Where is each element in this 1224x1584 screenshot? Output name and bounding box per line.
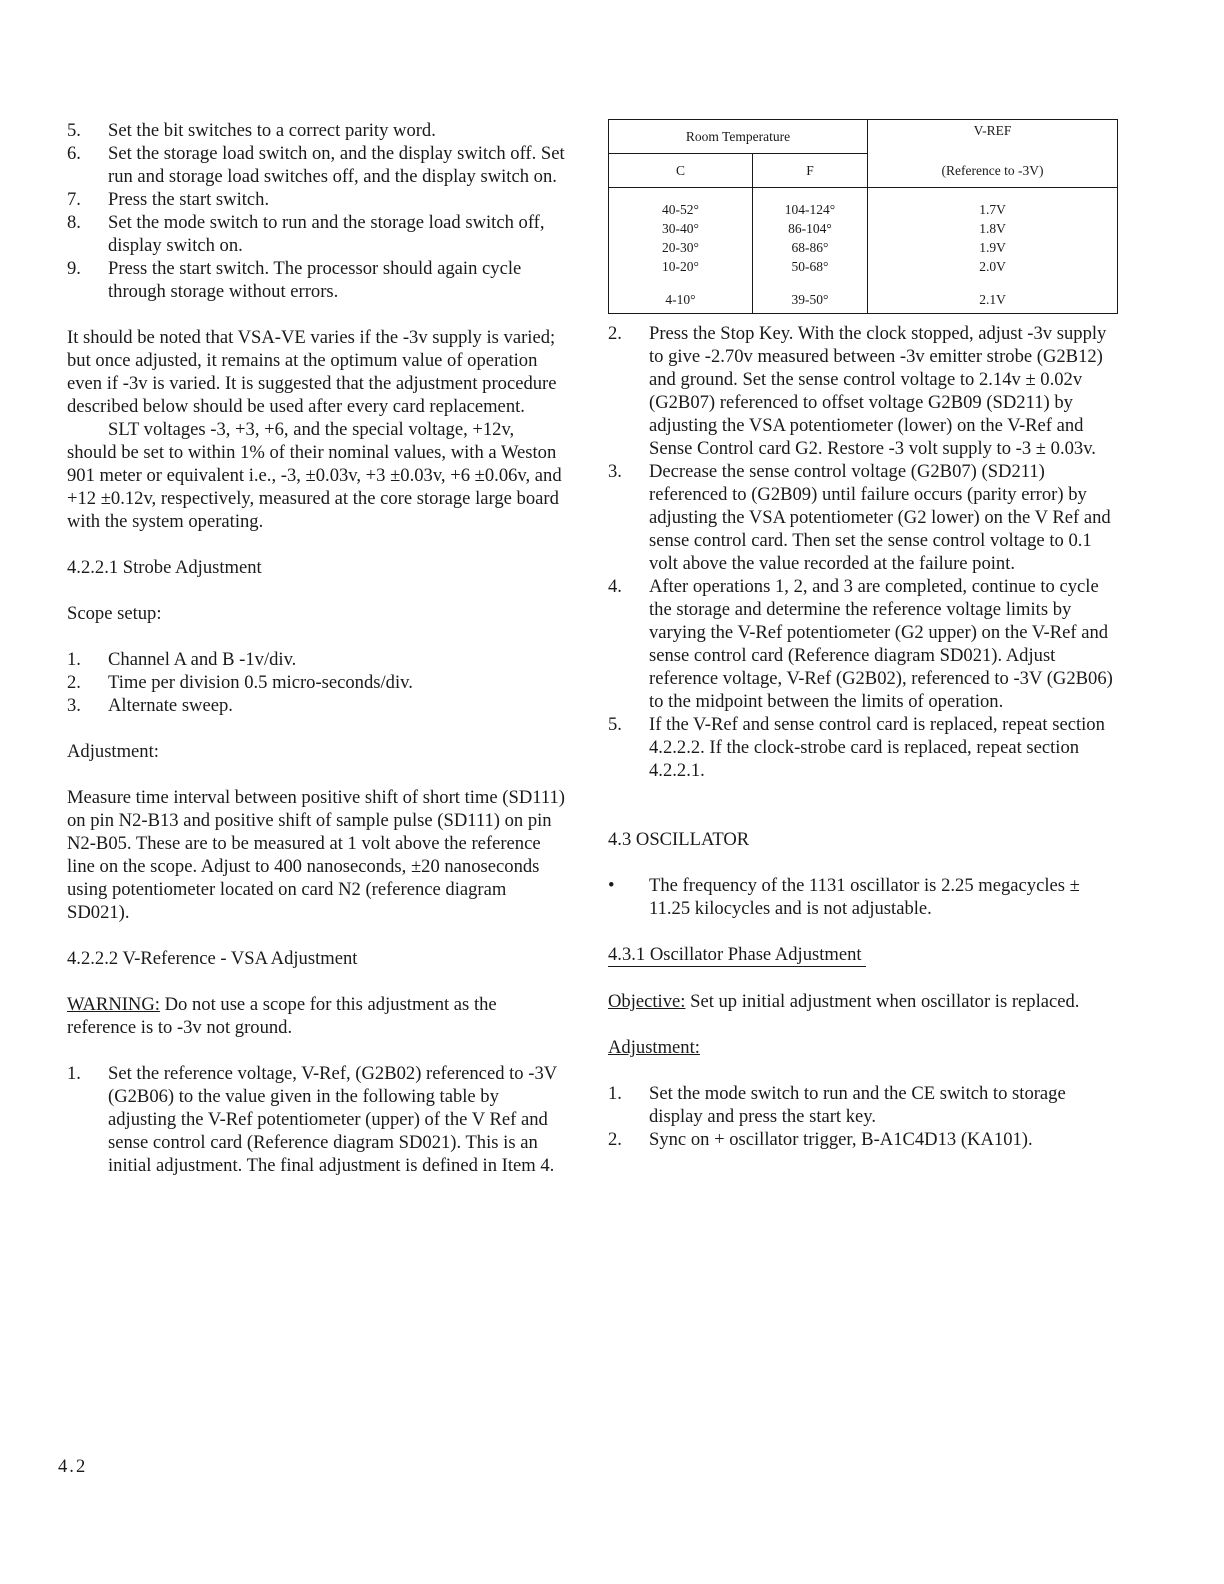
list-item: 2. Time per division 0.5 micro-seconds/div. [67,672,413,693]
vref-continued-steps [608,322,1118,782]
list-item: • The frequency of the 1131 oscillator is 2.25 megacycles ± 11.25 kilocycles and is not adjustable. [608,875,1080,919]
table-cell: 20-30° [662,240,699,255]
vref-temperature-table [608,119,1118,314]
strobe-adjustment-heading: 4.2.2.1 Strobe Adjustment [67,557,262,578]
oscillator-phase-heading: 4.3.1 Oscillator Phase Adjustment [608,943,1118,967]
vref-header: V-REF [973,123,1012,138]
adjustment-label: Adjustment: [67,741,159,762]
list-item: 2. Sync on + oscillator trigger, B-A1C4D13 (KA101). [608,1129,1033,1150]
table-cell: 10-20° [662,259,699,274]
table-cell: 1.7V [979,202,1006,217]
vref-column [868,188,1118,314]
table-cell: 86-104° [788,221,832,236]
phase-adjustment-label: Adjustment: [608,1037,700,1058]
celsius-header: C [609,154,753,188]
objective-paragraph: Objective: Set up initial adjustment when oscillator is replaced. [608,991,1080,1012]
list-item: 1. Set the mode switch to run and the CE switch to storage display and press the start key. [608,1083,1066,1127]
table-cell: 30-40° [662,221,699,236]
table-cell: 40-52° [662,202,699,217]
slt-voltage-paragraph: SLT voltages -3, +3, +6, and the special voltage, +12v, should be set to within 1% of their nominal values, with a Weston 901 meter or equivalent i.e., -3, ±0.03v, +3 ±0.03v, +6 ±0.06v, and +12 ±0.12v, respectively, measured at the core storage large board with the system operating. [67,419,562,532]
warning-paragraph: WARNING: Do not use a scope for this adjustment as the reference is to -3v not ground. [67,994,497,1038]
vsa-note-paragraph: It should be noted that VSA-VE varies if the -3v supply is varied; but once adjusted, it remains at the optimum value of operation even if -3v is varied. It is suggested that the adjustment procedure described below should be used after every card replacement. [67,327,557,417]
objective-label: Objective: [608,991,686,1012]
left-column [67,119,567,1177]
oscillator-heading: 4.3 OSCILLATOR [608,829,750,850]
vref-subheader: (Reference to -3V) [941,163,1044,178]
table-cell: 39-50° [791,292,829,307]
table-cell: 50-68° [791,259,829,274]
table-cell: 2.0V [979,259,1006,274]
table-cell: 104-124° [784,202,836,217]
table-cell: 2.1V [979,292,1006,307]
fahrenheit-column [753,188,868,314]
list-item: 5. Set the bit switches to a correct parity word. [67,120,436,141]
vref-vsa-heading: 4.2.2.2 V-Reference - VSA Adjustment [67,948,358,969]
list-item: 3. Alternate sweep. [67,695,233,716]
oscillator-bullets [608,874,1118,920]
measure-paragraph: Measure time interval between positive shift of short time (SD111) on pin N2-B13 and positive shift of sample pulse (SD111) on pin N2-B05. These are to be measured at 1 volt above the reference line on the scope. Adjust to 400 nanoseconds, ±20 nanoseconds using potentiometer located on card N2 (reference diagram SD021). [67,787,565,923]
fahrenheit-header: F [753,154,868,188]
scope-setup-steps [67,648,567,717]
phase-steps [608,1082,1118,1151]
list-item: 9. Press the start switch. The processor should again cycle through storage without errors. [67,258,522,302]
warning-label: WARNING: [67,994,160,1015]
list-item: 1. Set the reference voltage, V-Ref, (G2B02) referenced to -3V (G2B06) to the value given in the following table by adjusting the V-Ref potentiometer (upper) of the V Ref and sense control card (Reference diagram SD021). This is an initial adjustment. The final adjustment is defined in Item 4. [67,1063,557,1176]
celsius-column [609,188,753,314]
list-item: 7. Press the start switch. [67,189,270,210]
scope-setup-label: Scope setup: [67,603,162,624]
table-cell: 68-86° [791,240,829,255]
list-item: 4. After operations 1, 2, and 3 are completed, continue to cycle the storage and determine the reference voltage limits by varying the V-Ref potentiometer (G2 upper) on the V-Ref and sense control card (Reference diagram SD021). Adjust reference voltage, V-Ref (G2B02), referenced to -3V (G2B06) to the midpoint between the limits of operation. [608,576,1113,712]
list-item: 2. Press the Stop Key. With the clock stopped, adjust -3v supply to give -2.70v measured between -3v emitter strobe (G2B12) and ground. Set the sense control voltage to 2.14v ± 0.02v (G2B07) referenced to offset voltage G2B09 (SD211) by adjusting the VSA potentiometer (lower) on the V-Ref and Sense Control card G2. Restore -3 volt supply to -3 ± 0.03v. [608,323,1107,459]
vref-header-cell [868,120,1118,188]
table-cell: 4-10° [665,292,696,307]
list-item: 1. Channel A and B -1v/div. [67,649,297,670]
right-column [608,119,1118,1151]
list-item: 6. Set the storage load switch on, and the display switch off. Set run and storage load switches off, and the display switch on. [67,143,565,187]
vref-steps [67,1062,567,1177]
list-item: 3. Decrease the sense control voltage (G2B07) (SD211) referenced to (G2B09) until failure occurs (parity error) by adjusting the VSA potentiometer (G2 lower) on the V Ref and sense control card. Then set the sense control voltage to 0.1 volt above the value recorded at the failure point. [608,461,1111,574]
table-cell: 1.9V [979,240,1006,255]
list-item: 5. If the V-Ref and sense control card is replaced, repeat section 4.2.2.2. If the clock-strobe card is replaced, repeat section 4.2.2.1. [608,714,1105,781]
room-temperature-header: Room Temperature [609,120,868,154]
table-cell: 1.8V [979,221,1006,236]
list-item: 8. Set the mode switch to run and the storage load switch off, display switch on. [67,212,545,256]
bullet-icon: • [608,875,615,896]
page-number: 4.2 [58,1456,88,1477]
startup-steps [67,119,567,303]
